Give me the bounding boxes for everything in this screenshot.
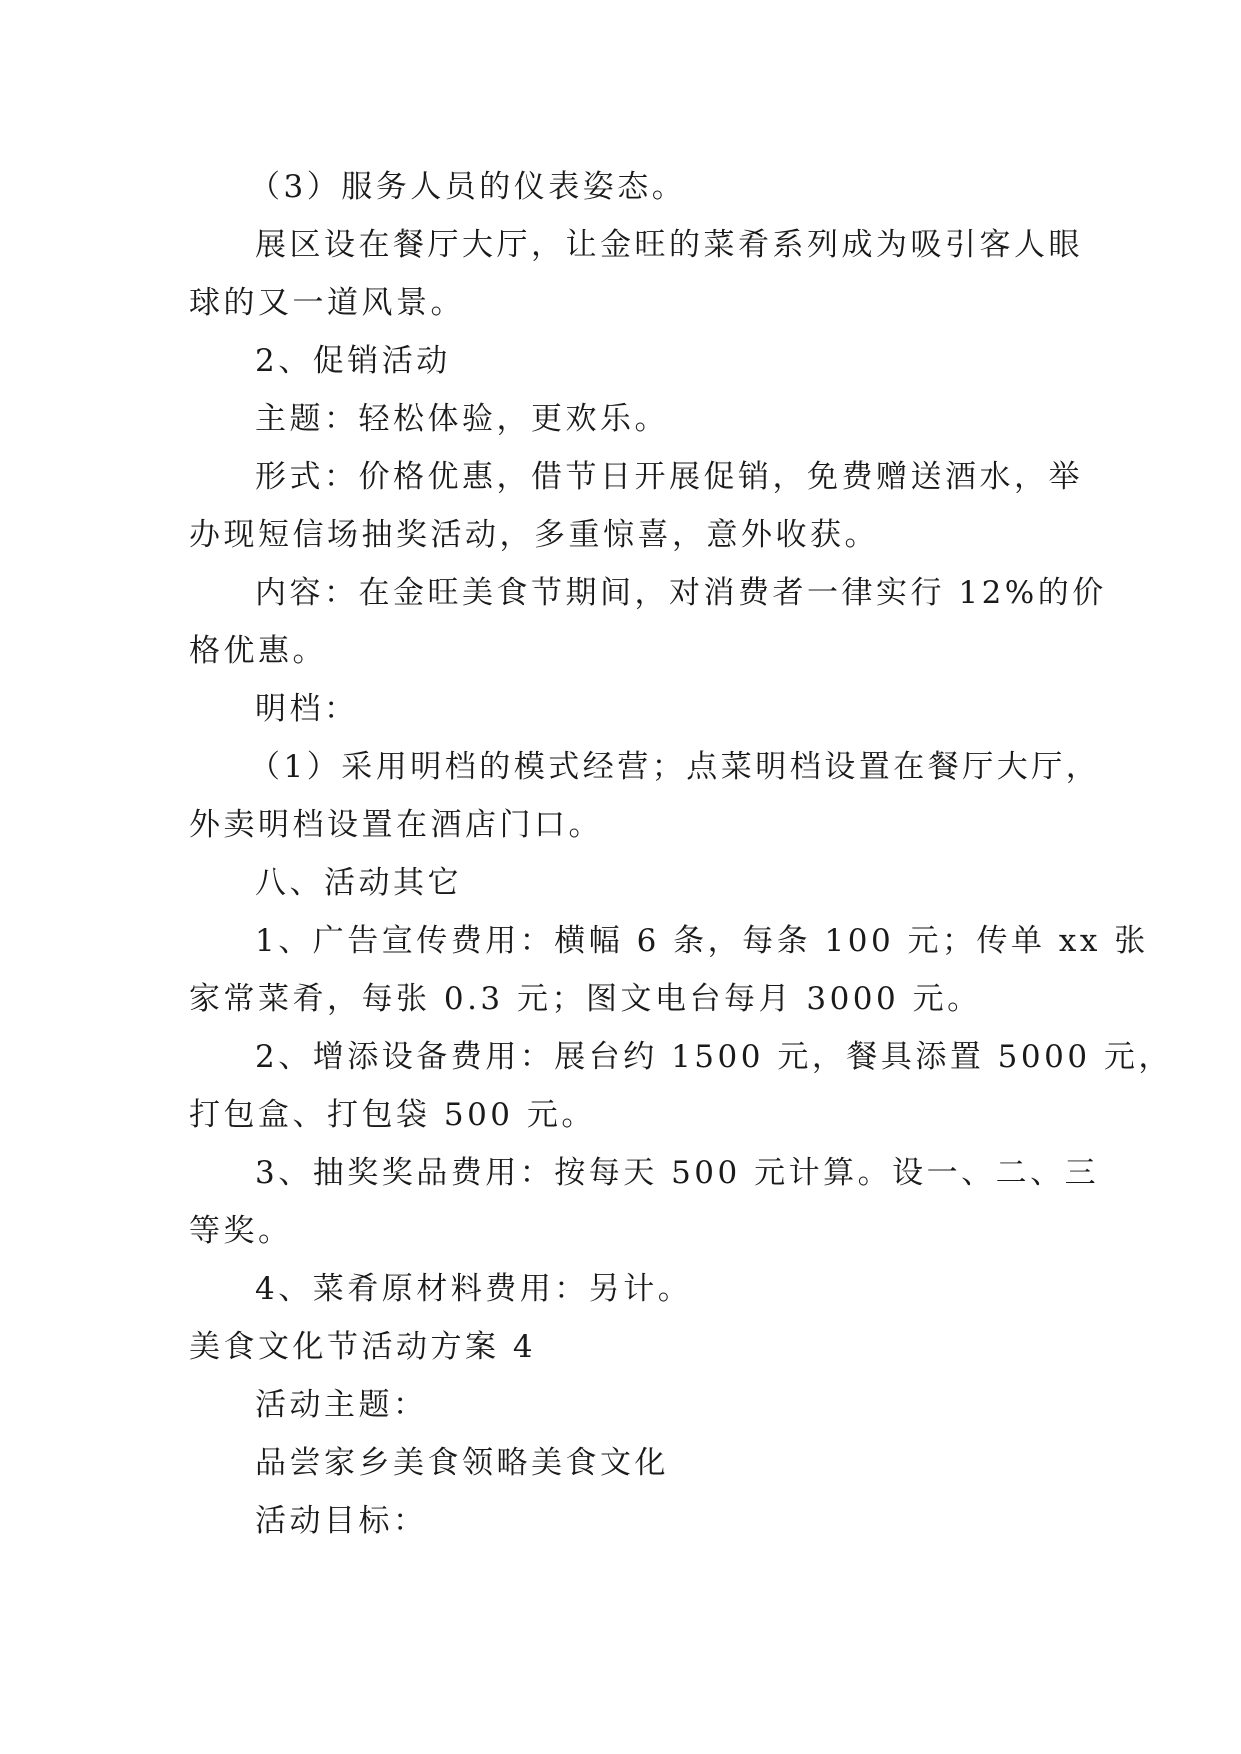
paragraph-line: 外卖明档设置在酒店门口。 <box>189 807 603 843</box>
paragraph-line: 3、抽奖奖品费用：按每天 500 元计算。设一、二、三 <box>255 1155 1100 1191</box>
paragraph-line: 主题：轻松体验，更欢乐。 <box>255 401 669 437</box>
paragraph-line: 展区设在餐厅大厅，让金旺的菜肴系列成为吸引客人眼 <box>255 227 1083 263</box>
section-heading: 2、促销活动 <box>255 343 451 379</box>
paragraph-line: 办现短信场抽奖活动，多重惊喜，意外收获。 <box>189 517 879 553</box>
paragraph-line: 格优惠。 <box>189 633 327 669</box>
paragraph-line: （3）服务人员的仪表姿态。 <box>249 169 687 205</box>
document-title: 美食文化节活动方案 4 <box>189 1329 537 1365</box>
paragraph-line: （1）采用明档的模式经营；点菜明档设置在餐厅大厅， <box>249 749 1101 785</box>
paragraph-line: 球的又一道风景。 <box>189 285 465 321</box>
paragraph-line: 内容：在金旺美食节期间，对消费者一律实行 12%的价 <box>255 575 1107 611</box>
paragraph-line: 打包盒、打包袋 500 元。 <box>189 1097 596 1133</box>
paragraph-line: 1、广告宣传费用：横幅 6 条，每条 100 元；传单 xx 张 <box>255 923 1149 959</box>
paragraph-line: 活动目标： <box>255 1503 428 1539</box>
paragraph-line: 2、增添设备费用：展台约 1500 元，餐具添置 5000 元， <box>255 1039 1173 1075</box>
paragraph-line: 品尝家乡美食领略美食文化 <box>255 1445 669 1481</box>
section-heading: 八、活动其它 <box>255 865 462 901</box>
document-body <box>189 158 1173 1550</box>
paragraph-line: 家常菜肴，每张 0.3 元；图文电台每月 3000 元。 <box>189 981 982 1017</box>
paragraph-line: 4、菜肴原材料费用：另计。 <box>255 1271 693 1307</box>
paragraph-line: 形式：价格优惠，借节日开展促销，免费赠送酒水，举 <box>255 459 1083 495</box>
paragraph-line: 活动主题： <box>255 1387 428 1423</box>
paragraph-line: 等奖。 <box>189 1213 293 1249</box>
paragraph-line: 明档： <box>255 691 359 727</box>
